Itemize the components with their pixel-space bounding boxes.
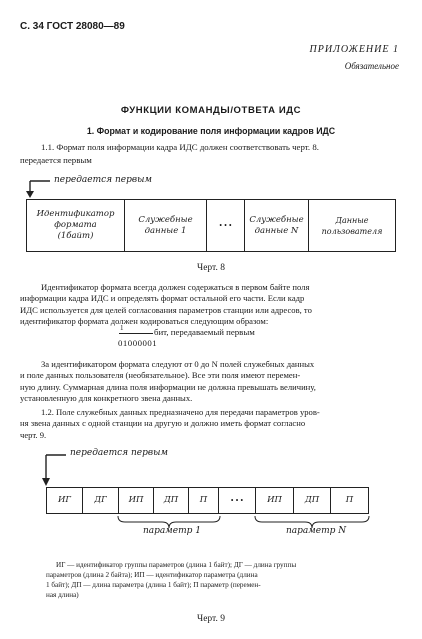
paragraph-service-fields <box>20 359 404 405</box>
fig8-cell-format-id <box>27 200 124 251</box>
fig9-brace-label-param-n: параметр N <box>286 526 347 536</box>
section-title: ФУНКЦИИ КОМАНДЫ/ОТВЕТА ИДС <box>120 105 302 116</box>
fig9-arrow-label: передается первым <box>70 448 168 458</box>
fig8-caption: Черт. 8 <box>197 263 225 273</box>
fig9-cell-param-id: ИП <box>267 495 282 505</box>
text-line: За идентификатором формата следуют от 0 до N полей служебных данных <box>41 359 315 369</box>
text-line: ИДС используется для целей согласования параметров станции или адресов, то <box>20 304 312 315</box>
fig8-cell-ellipsis <box>207 200 244 251</box>
first-bit-note: бит, передаваемый первым <box>154 327 255 337</box>
text-line: ИГ — идентификатор группы параметров (длина 1 байт); ДГ — длина группы <box>56 561 297 569</box>
fig9-cell-param: П <box>199 495 208 505</box>
appendix-title: ПРИЛОЖЕНИЕ 1 <box>309 44 399 55</box>
format-id-code: 01000001 <box>118 338 158 348</box>
text-line: ня звена данных с одной станции на другую и должно иметь формат согласно <box>20 418 306 429</box>
fig9-legend <box>46 560 380 600</box>
text-line: 1.2. Поле служебных данных предназначено для передачи параметров уров- <box>41 407 320 417</box>
fig9-brace-label-param-1: параметр 1 <box>143 526 201 536</box>
fig8-cell-service-data-1 <box>125 200 206 251</box>
fig9-cell-group-length: ДГ <box>94 495 107 505</box>
fig8-cell-text: данные N <box>254 225 299 236</box>
fig8-cell-user-data <box>309 200 395 251</box>
text-line: идентификатор формата должен кодироваться следующим образом: <box>20 316 269 327</box>
paragraph-format-id <box>20 282 404 328</box>
subsection-title: 1. Формат и кодирование поля информации кадров ИДС <box>86 126 336 136</box>
fig9-cell-param-length: ДП <box>163 495 179 505</box>
text-line: установленную для конкретного звена данных. <box>20 393 193 404</box>
fig9-cell-param: П <box>345 495 354 505</box>
fig8-cell-text: формата <box>54 220 97 230</box>
page-reference: С. 34 ГОСТ 28080—89 <box>20 21 125 32</box>
fig8-cell-text: Данные <box>335 215 369 225</box>
fig9-cell-ellipsis: • • • <box>230 496 244 505</box>
first-bit-marker: 1 <box>120 324 124 332</box>
fig8-cell-text: пользователя <box>321 226 383 236</box>
paragraph-1-2 <box>20 407 404 441</box>
appendix-type: Обязательное <box>344 61 399 71</box>
fig9-cell-param-length: ДП <box>304 495 320 505</box>
paragraph-1-1-line1: 1.1. Формат поля информации кадра ИДС должен соответствовать черт. 8. <box>41 142 319 152</box>
first-bit-line <box>119 333 153 334</box>
fig8-cell-text: Служебные <box>249 214 304 225</box>
text-line: ную длину. Суммарная длина поля информации не должна превышать величину, <box>20 381 316 392</box>
text-line: 1 байт); ДП — длина параметра (длина 1 байт); П параметр (перемен- <box>46 581 261 589</box>
fig8-cell-text: Служебные <box>138 214 193 225</box>
fig8-cell-service-data-n <box>245 200 308 251</box>
fig9-caption: Черт. 9 <box>197 614 225 624</box>
text-line: и поле данных пользователя (необязательное). Все эти поля имеют перемен- <box>20 370 301 381</box>
fig8-cell-text: • • • <box>219 221 232 230</box>
text-line: Идентификатор формата всегда должен содержаться в первом байте поля <box>41 282 310 292</box>
fig9-cell-param-id: ИП <box>128 495 144 505</box>
text-line: черт. 9. <box>20 429 47 440</box>
text-line: информации кадра ИДС и определять формат остальной его части. Если кадр <box>20 293 305 304</box>
fig8-cell-text: Идентификатор <box>36 209 115 219</box>
text-line: ная длина) <box>46 591 79 599</box>
paragraph-1-1-line2: передается первым <box>20 155 92 165</box>
fig8-cell-text: (1байт) <box>57 231 94 241</box>
fig8-arrow-label: передается первым <box>54 175 152 185</box>
fig8-cell-text: данные 1 <box>144 225 187 236</box>
text-line: параметров (длина 2 байта); ИП — идентификатор параметра (длина <box>46 571 258 579</box>
fig9-cell-group-id: ИГ <box>57 495 72 505</box>
